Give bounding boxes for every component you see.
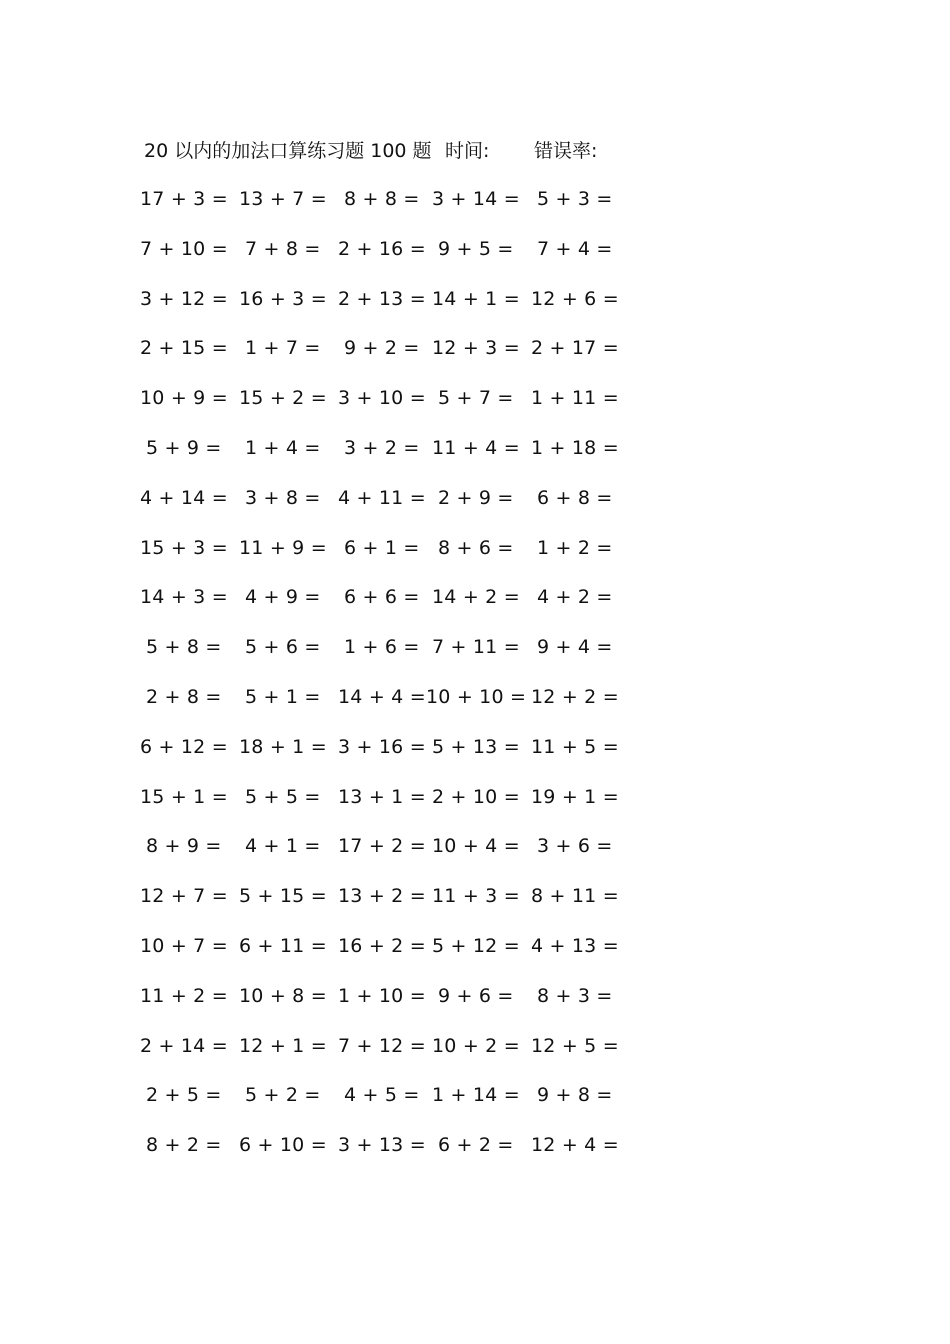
addition-problem: 12 + 4 = — [531, 1134, 619, 1157]
addition-problem: 5 + 13 = — [432, 735, 520, 758]
addition-problem: 6 + 11 = — [239, 935, 327, 957]
addition-problem: 14 + 2 = — [432, 586, 520, 609]
addition-problem: 2 + 10 = — [432, 785, 520, 808]
time-label: 时间: — [445, 140, 490, 162]
addition-problem: 4 + 13 = — [531, 935, 619, 957]
addition-problem: 7 + 8 = — [245, 237, 321, 260]
addition-problem: 3 + 2 = — [344, 437, 420, 459]
addition-problem: 8 + 6 = — [438, 536, 514, 559]
addition-problem: 9 + 6 = — [438, 984, 514, 1007]
addition-problem: 1 + 6 = — [344, 636, 420, 659]
addition-problem: 2 + 17 = — [531, 337, 619, 360]
addition-problem: 8 + 9 = — [146, 835, 222, 858]
addition-problem: 2 + 15 = — [140, 337, 228, 360]
addition-problem: 7 + 4 = — [537, 237, 613, 260]
addition-problem: 10 + 4 = — [432, 835, 520, 858]
addition-problem: 17 + 2 = — [338, 835, 426, 858]
addition-problem: 9 + 4 = — [537, 636, 613, 659]
addition-problem: 2 + 16 = — [338, 237, 426, 260]
addition-problem: 5 + 2 = — [245, 1084, 321, 1107]
addition-problem: 12 + 3 = — [432, 337, 520, 360]
addition-problem: 11 + 2 = — [140, 984, 228, 1007]
addition-problem: 4 + 11 = — [338, 486, 426, 509]
addition-problem: 9 + 8 = — [537, 1084, 613, 1107]
addition-problem: 11 + 5 = — [531, 735, 619, 758]
addition-problem: 4 + 14 = — [140, 486, 228, 509]
addition-problem: 12 + 7 = — [140, 885, 228, 908]
addition-problem: 1 + 14 = — [432, 1084, 520, 1107]
addition-problem: 6 + 8 = — [537, 486, 613, 509]
addition-problem: 18 + 1 = — [239, 735, 327, 758]
addition-problem: 10 + 2 = — [432, 1034, 520, 1057]
addition-problem: 10 + 10 = — [426, 686, 527, 708]
addition-problem: 3 + 16 = — [338, 735, 426, 758]
addition-problem: 7 + 11 = — [432, 636, 520, 659]
addition-problem: 3 + 6 = — [537, 835, 613, 858]
addition-problem: 15 + 3 = — [140, 536, 228, 559]
addition-problem: 6 + 1 = — [344, 536, 420, 559]
addition-problem: 9 + 2 = — [344, 337, 420, 360]
addition-problem: 14 + 3 = — [140, 586, 228, 609]
addition-problem: 13 + 2 = — [338, 885, 426, 908]
addition-problem: 5 + 12 = — [432, 935, 520, 957]
addition-problem: 6 + 6 = — [344, 586, 420, 609]
addition-problem: 9 + 5 = — [438, 237, 514, 260]
error-rate-label: 错误率: — [534, 140, 598, 162]
addition-problem: 4 + 1 = — [245, 835, 321, 858]
addition-problem: 7 + 12 = — [338, 1034, 426, 1057]
addition-problem: 12 + 5 = — [531, 1034, 619, 1057]
addition-problem: 6 + 2 = — [438, 1134, 514, 1157]
addition-problem: 3 + 10 = — [338, 387, 426, 410]
addition-problem: 5 + 7 = — [438, 387, 514, 410]
addition-problem: 2 + 13 = — [338, 287, 426, 310]
addition-problem: 12 + 2 = — [531, 686, 619, 708]
addition-problem: 8 + 11 = — [531, 885, 619, 908]
addition-problem: 1 + 18 = — [531, 437, 619, 459]
addition-problem: 5 + 5 = — [245, 785, 321, 808]
addition-problem: 19 + 1 = — [531, 785, 619, 808]
addition-problem: 4 + 5 = — [344, 1084, 420, 1107]
addition-problem: 2 + 14 = — [140, 1034, 228, 1057]
addition-problem: 3 + 14 = — [432, 188, 520, 210]
addition-problem: 11 + 9 = — [239, 536, 327, 559]
addition-problem: 8 + 2 = — [146, 1134, 222, 1157]
addition-problem: 5 + 9 = — [146, 437, 222, 459]
addition-problem: 6 + 10 = — [239, 1134, 327, 1157]
addition-problem: 13 + 1 = — [338, 785, 426, 808]
addition-problem: 16 + 2 = — [338, 935, 426, 957]
addition-problem: 3 + 12 = — [140, 287, 228, 310]
worksheet-title: 20 以内的加法口算练习题 100 题 — [144, 140, 432, 162]
addition-problem: 15 + 1 = — [140, 785, 228, 808]
addition-problem: 10 + 9 = — [140, 387, 228, 410]
addition-problem: 6 + 12 = — [140, 735, 228, 758]
addition-problem: 2 + 8 = — [146, 686, 222, 708]
addition-problem: 16 + 3 = — [239, 287, 327, 310]
addition-problem: 8 + 3 = — [537, 984, 613, 1007]
addition-problem: 5 + 15 = — [239, 885, 327, 908]
addition-problem: 4 + 9 = — [245, 586, 321, 609]
addition-problem: 1 + 2 = — [537, 536, 613, 559]
addition-problem: 10 + 8 = — [239, 984, 327, 1007]
addition-problem: 12 + 6 = — [531, 287, 619, 310]
addition-problem: 3 + 13 = — [338, 1134, 426, 1157]
addition-problem: 8 + 8 = — [344, 188, 420, 210]
addition-problem: 4 + 2 = — [537, 586, 613, 609]
addition-problem: 5 + 3 = — [537, 188, 613, 210]
addition-problem: 5 + 8 = — [146, 636, 222, 659]
addition-problem: 12 + 1 = — [239, 1034, 327, 1057]
addition-problem: 11 + 3 = — [432, 885, 520, 908]
addition-problem: 10 + 7 = — [140, 935, 228, 957]
addition-problem: 2 + 9 = — [438, 486, 514, 509]
addition-problem: 15 + 2 = — [239, 387, 327, 410]
addition-problem: 2 + 5 = — [146, 1084, 222, 1107]
addition-problem: 1 + 10 = — [338, 984, 426, 1007]
addition-problem: 5 + 6 = — [245, 636, 321, 659]
addition-problem: 3 + 8 = — [245, 486, 321, 509]
addition-problem: 1 + 4 = — [245, 437, 321, 459]
addition-problem: 17 + 3 = — [140, 188, 228, 210]
addition-problem: 1 + 7 = — [245, 337, 321, 360]
addition-problem: 14 + 4 = — [338, 686, 426, 708]
addition-problem: 5 + 1 = — [245, 686, 321, 708]
addition-problem: 14 + 1 = — [432, 287, 520, 310]
addition-problem: 1 + 11 = — [531, 387, 619, 410]
addition-problem: 7 + 10 = — [140, 237, 228, 260]
addition-problem: 11 + 4 = — [432, 437, 520, 459]
addition-problem: 13 + 7 = — [239, 188, 327, 210]
